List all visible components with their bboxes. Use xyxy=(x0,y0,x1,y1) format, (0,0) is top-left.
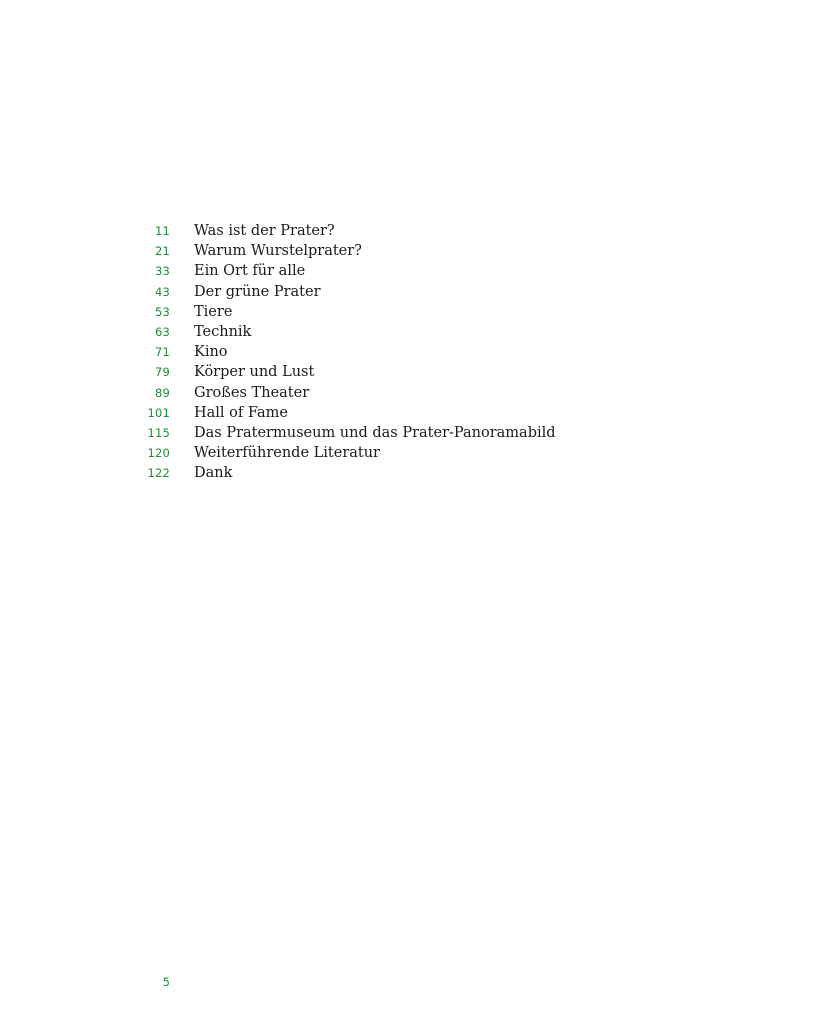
toc-page-number: 79 xyxy=(154,365,170,380)
toc-page-number: 115 xyxy=(147,425,170,440)
toc-page-number: 33 xyxy=(154,264,170,279)
toc-chapter-title: Dank xyxy=(194,465,233,482)
toc-chapter-title: Weiterführende Literatur xyxy=(194,445,380,462)
toc-entry xyxy=(130,445,556,465)
toc-entry xyxy=(130,243,556,263)
toc-entry xyxy=(130,284,556,304)
table-of-contents xyxy=(130,223,556,485)
toc-page-number: 101 xyxy=(147,405,170,420)
toc-chapter-title: Technik xyxy=(194,323,252,340)
toc-chapter-title: Das Pratermuseum und das Prater-Panoramabild xyxy=(194,424,556,441)
toc-entry xyxy=(130,405,556,425)
toc-page-number: 120 xyxy=(147,446,170,461)
toc-page-number: 53 xyxy=(154,304,170,319)
toc-page-number: 89 xyxy=(154,385,170,400)
toc-page-number: 71 xyxy=(154,345,170,360)
toc-chapter-title: Tiere xyxy=(194,303,233,320)
toc-page-number: 43 xyxy=(154,284,170,299)
toc-chapter-title: Was ist der Prater? xyxy=(194,223,335,239)
toc-entry xyxy=(130,304,556,324)
toc-page-number: 63 xyxy=(154,324,170,339)
toc-chapter-title: Der grüne Prater xyxy=(194,283,321,300)
toc-entry xyxy=(130,385,556,405)
toc-chapter-title: Warum Wurstelprater? xyxy=(194,243,362,260)
toc-chapter-title: Ein Ort für alle xyxy=(194,263,306,280)
toc-page-number: 122 xyxy=(147,466,170,481)
toc-chapter-title: Großes Theater xyxy=(194,384,310,401)
toc-entry xyxy=(130,344,556,364)
toc-page-number: 21 xyxy=(154,244,170,259)
toc-entry xyxy=(130,324,556,344)
toc-entry xyxy=(130,223,556,243)
toc-entry xyxy=(130,425,556,445)
toc-chapter-title: Körper und Lust xyxy=(194,364,315,381)
toc-entry xyxy=(130,364,556,384)
toc-entry xyxy=(130,465,556,485)
toc-chapter-title: Hall of Fame xyxy=(194,404,288,421)
toc-page-number: 11 xyxy=(154,224,170,238)
toc-chapter-title: Kino xyxy=(194,344,228,361)
toc-entry xyxy=(130,263,556,283)
page-number-folio: 5 xyxy=(162,975,170,989)
